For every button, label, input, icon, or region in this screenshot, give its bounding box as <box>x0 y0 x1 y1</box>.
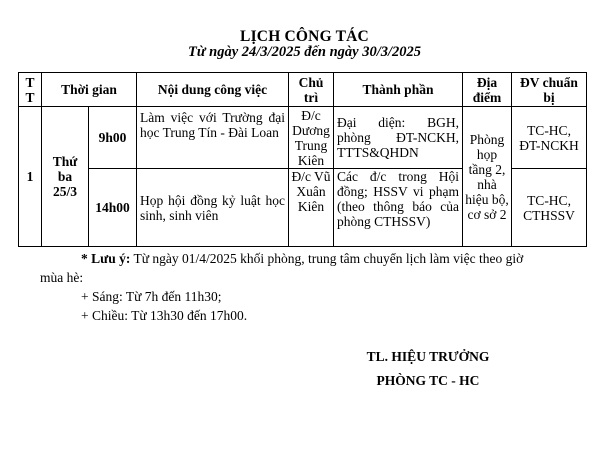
row-prep: TC-HC, CTHSSV <box>512 169 587 247</box>
document-date-range: Từ ngày 24/3/2025 đến ngày 30/3/2025 <box>187 44 422 60</box>
row-prep: TC-HC, ĐT-NCKH <box>512 107 587 169</box>
table-row <box>19 107 587 169</box>
header-time: Thời gian <box>42 73 137 107</box>
table-header-row <box>19 73 587 107</box>
document-title: LỊCH CÔNG TÁC <box>240 28 369 45</box>
note-label: * Lưu ý: <box>81 251 131 266</box>
signature-title: TL. HIỆU TRƯỞNG <box>366 349 490 364</box>
note-afternoon: + Chiều: Từ 13h30 đến 17h00. <box>81 308 248 323</box>
header-location: Địa điểm <box>463 73 512 107</box>
header-content: Nội dung công việc <box>137 73 289 107</box>
row-content: Làm việc với Trường đại học Trung Tín - Đài Loan <box>137 107 289 169</box>
note-line-1 <box>40 249 580 268</box>
row-host: Đ/c Dương Trung Kiên <box>289 107 334 169</box>
note-block <box>40 249 580 325</box>
row-participants: Các đ/c trong Hội đồng; HSSV vi phạm (theo thông báo của phòng CTHSSV) <box>334 169 463 247</box>
row-time: 14h00 <box>89 169 137 247</box>
row-day: Thứ ba 25/3 <box>42 107 89 247</box>
row-location: Phòng họp tầng 2, nhà hiệu bộ, cơ sở 2 <box>463 107 512 247</box>
note-text: Từ ngày 01/4/2025 khối phòng, trung tâm chuyển lịch làm việc theo giờ <box>130 251 524 266</box>
header-tt: T T <box>19 73 42 107</box>
schedule-table <box>18 72 587 247</box>
row-time: 9h00 <box>89 107 137 169</box>
header-participants: Thành phần <box>334 73 463 107</box>
row-number: 1 <box>19 107 42 247</box>
header-host: Chủ trì <box>289 73 334 107</box>
row-content: Họp hội đồng kỷ luật học sinh, sinh viên <box>137 169 289 247</box>
note-line-2: mùa hè: <box>40 270 84 285</box>
header-prep: ĐV chuẩn bị <box>512 73 587 107</box>
row-host: Đ/c Vũ Xuân Kiên <box>289 169 334 247</box>
row-participants: Đại diện: BGH, phòng ĐT-NCKH, TTTS&QHDN <box>334 107 463 169</box>
signature-department: PHÒNG TC - HC <box>376 373 480 388</box>
note-morning: + Sáng: Từ 7h đến 11h30; <box>81 289 222 304</box>
